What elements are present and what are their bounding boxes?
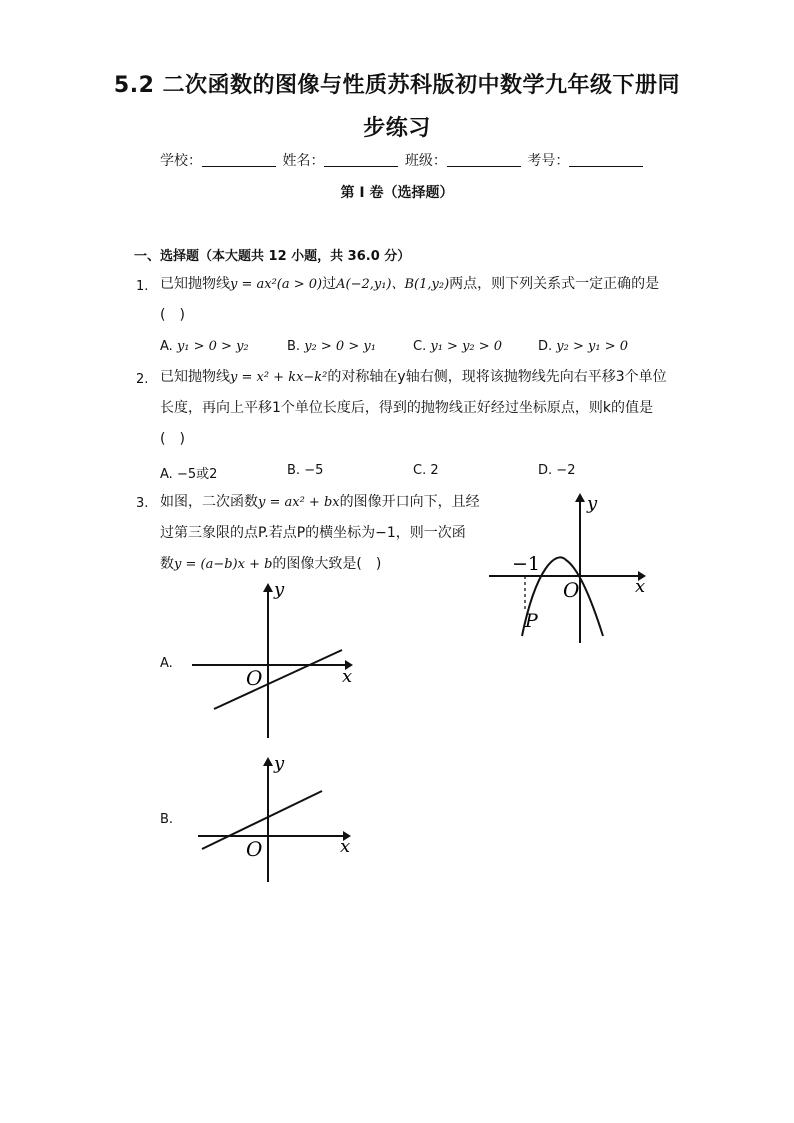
- q2-paren: ( ): [160, 431, 185, 447]
- q2-option-b[interactable]: [287, 463, 323, 478]
- q3-formula: y = ax² + bx: [258, 495, 340, 510]
- label-y: y: [274, 753, 285, 774]
- q2-number: 2.: [136, 372, 149, 387]
- label-origin: O: [246, 666, 263, 690]
- volume-heading: 第 I 卷（选择题）: [340, 185, 454, 201]
- label-y: y: [587, 493, 598, 514]
- q2-option-d[interactable]: [538, 463, 575, 478]
- q1-paren: ( ): [160, 307, 185, 323]
- option-label: D.: [538, 339, 553, 354]
- number-field[interactable]: [569, 152, 643, 167]
- q3-option-a-graph[interactable]: [180, 578, 370, 743]
- label-origin: O: [246, 837, 263, 861]
- q3-text: 如图，二次函数: [160, 494, 258, 510]
- q2-stem-line2: 长度，再向上平移1个单位长度后，得到的抛物线正好经过坐标原点，则k的值是: [160, 400, 654, 416]
- q2-option-a[interactable]: [160, 463, 217, 482]
- option-label: C.: [413, 463, 427, 478]
- option-text: y₂ > y₁ > 0: [556, 339, 628, 354]
- q3-stem-line3: [160, 550, 381, 579]
- name-label: 姓名：: [282, 153, 325, 169]
- y-axis-arrow: [263, 757, 273, 766]
- y-axis-arrow: [575, 493, 585, 502]
- q2-text-end: 的对称轴在y轴右侧，现将该抛物线先向右平移3个单位: [327, 369, 667, 385]
- student-info-row: [160, 150, 645, 170]
- class-field[interactable]: [447, 152, 521, 167]
- option-text: −5或2: [176, 467, 218, 482]
- label-p: P: [525, 610, 538, 632]
- option-text: −5: [304, 463, 324, 478]
- q1-option-c[interactable]: [413, 339, 502, 354]
- name-field[interactable]: [324, 152, 398, 167]
- label-x: x: [342, 666, 353, 687]
- q3-option-a-label[interactable]: A.: [160, 656, 173, 671]
- number-label: 考号：: [527, 153, 570, 169]
- section-heading: 一、选择题（本大题共 12 小题，共 36.0 分）: [134, 249, 411, 264]
- school-label: 学校：: [160, 153, 202, 169]
- page-title-line1: 5.2 二次函数的图像与性质苏科版初中数学九年级下册同: [113, 73, 681, 98]
- q2-text: 已知抛物线: [160, 369, 230, 385]
- option-text: y₁ > y₂ > 0: [430, 339, 503, 354]
- q1-text-end: 两点，则下列关系式一定正确的是: [449, 276, 660, 292]
- q3-number: 3.: [136, 496, 149, 511]
- option-text: 2: [430, 463, 439, 478]
- q3-option-b-label[interactable]: B.: [160, 812, 174, 827]
- label-x: x: [635, 576, 646, 597]
- q1-option-a[interactable]: [160, 339, 249, 354]
- option-text: −2: [556, 463, 576, 478]
- q3-text: 数: [160, 556, 174, 572]
- q1-option-b[interactable]: [287, 339, 376, 354]
- q3-stem-line1: [160, 488, 480, 517]
- option-text: y₂ > 0 > y₁: [304, 339, 376, 354]
- q1-text-mid: 过: [322, 276, 337, 292]
- label-y: y: [274, 579, 285, 600]
- option-label: D.: [538, 463, 553, 478]
- label-neg1: −1: [512, 553, 541, 575]
- option-label: A.: [160, 467, 173, 482]
- q1-formula: y = ax²(a > 0): [230, 277, 323, 292]
- q3-stem-line2: 过第三象限的点P.若点P的横坐标为−1，则一次函: [160, 525, 466, 541]
- q3-formula2: y = (a−b)x + b: [174, 557, 273, 572]
- option-label: C.: [413, 339, 427, 354]
- q2-stem-line1: [160, 363, 667, 392]
- q1-option-d[interactable]: [538, 339, 628, 354]
- q1-points: A(−2,y₁)、B(1,y₂): [336, 277, 450, 292]
- option-label: A.: [160, 339, 173, 354]
- q2-option-c[interactable]: [413, 463, 439, 478]
- label-origin: O: [563, 578, 580, 602]
- q3-parabola-figure: [486, 488, 656, 648]
- class-label: 班级：: [404, 153, 447, 169]
- q3-text-end: 的图像开口向下，且经: [339, 494, 480, 510]
- option-text: y₁ > 0 > y₂: [176, 339, 249, 354]
- q1-stem-line1: [160, 270, 659, 299]
- option-label: B.: [287, 463, 301, 478]
- q2-formula: y = x² + kx−k²: [230, 370, 328, 385]
- y-axis-arrow: [263, 583, 273, 592]
- q3-text-end: 的图像大致是( ): [272, 556, 382, 572]
- q1-text: 已知抛物线: [160, 276, 230, 292]
- q3-option-b-graph[interactable]: [180, 752, 370, 887]
- line-graph: [214, 650, 342, 709]
- school-field[interactable]: [202, 152, 276, 167]
- option-label: B.: [287, 339, 301, 354]
- q1-number: 1.: [136, 279, 149, 294]
- label-x: x: [340, 836, 351, 857]
- page-title-line2: 步练习: [363, 116, 431, 141]
